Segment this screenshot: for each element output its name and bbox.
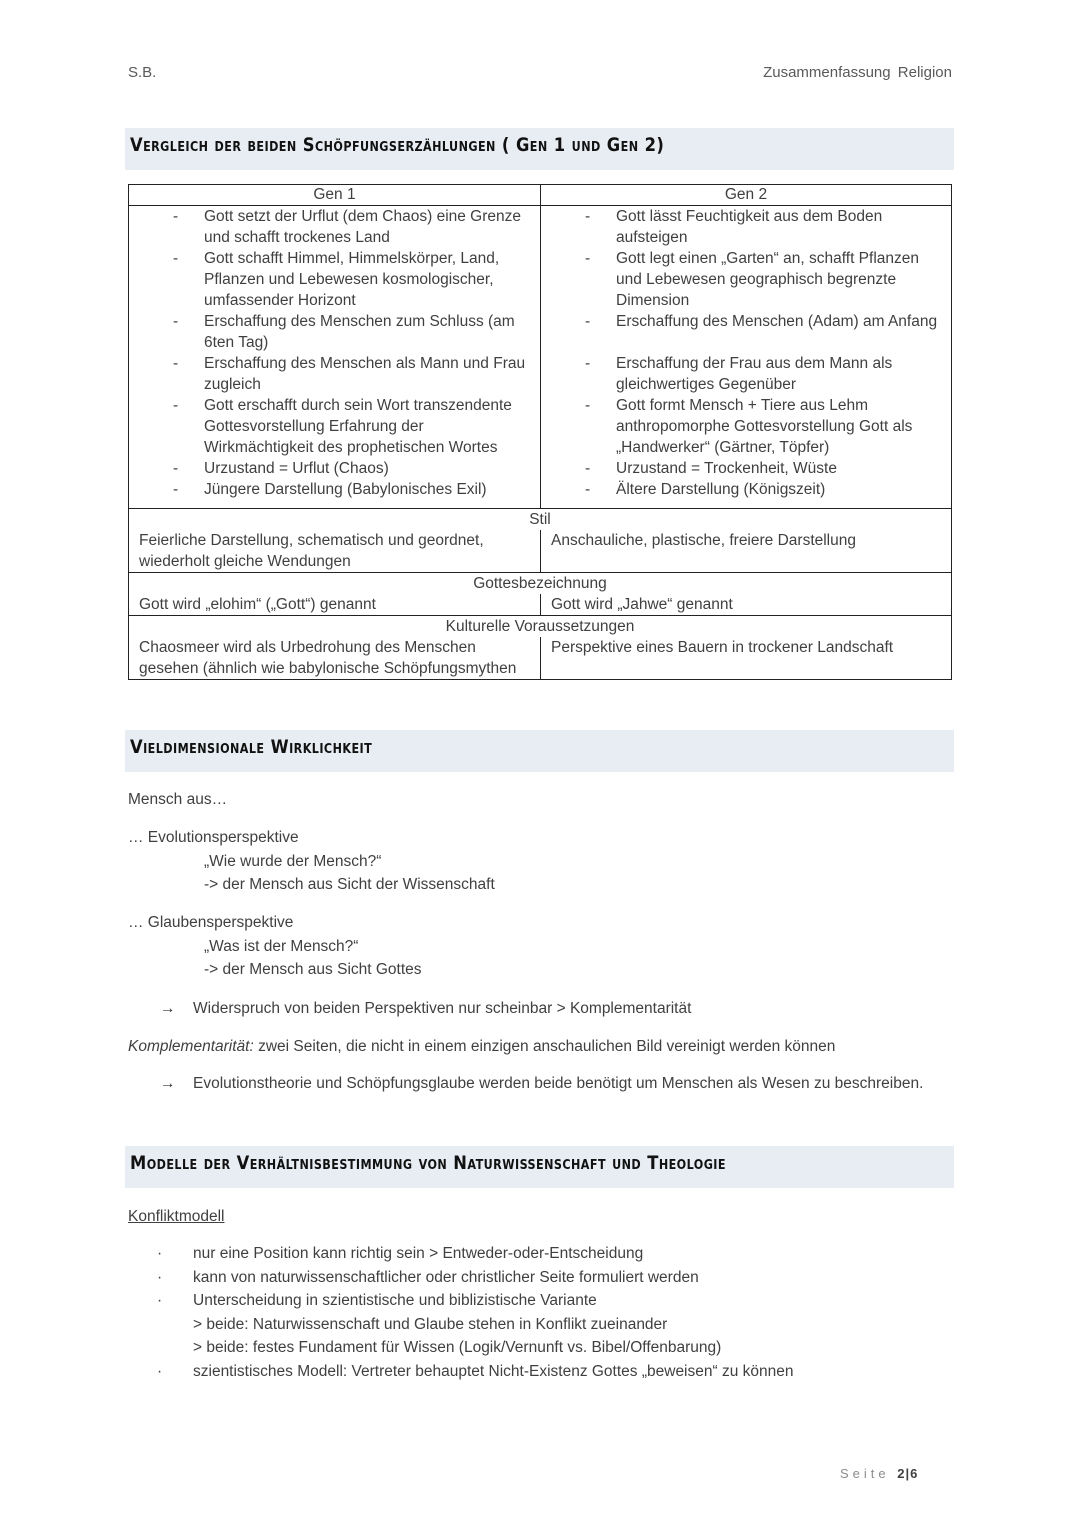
page-current: 2: [897, 1466, 906, 1481]
arrow-icon: →: [160, 1000, 176, 1017]
gen2-list: [551, 206, 941, 500]
arrow-icon: →: [160, 1075, 176, 1092]
section-title: Modelle der Verhältnisbestimmung von Naturwissenschaft und Theologie: [130, 1152, 726, 1174]
subheading-konfliktmodell: Konfliktmodell: [128, 1208, 225, 1225]
document-title: Zusammenfassung Religion: [763, 64, 952, 81]
definition: [128, 1035, 835, 1059]
glaube-block: [128, 911, 422, 982]
bullet-icon: ·: [157, 1362, 163, 1380]
page-label: Seite: [840, 1466, 890, 1481]
section-title: Vieldimensionale Wirklichkeit: [130, 736, 373, 758]
definition-text: zwei Seiten, die nicht in einem einzigen anschaulichen Bild vereinigt werden können: [253, 1038, 836, 1055]
gottesbezeichnung-gen1: Gott wird „elohim“ („Gott“) genannt: [129, 594, 541, 616]
row-label-stil: Stil: [129, 509, 952, 531]
glaube-question: „Was ist der Mensch?“: [204, 937, 359, 955]
list-item: - Gott erschafft durch sein Wort transzendente Gottesvorstellung Erfahrung der Wirkmächtigkeit des prophetischen Wortes: [204, 395, 530, 458]
konflikt-list-wrap: [128, 1242, 794, 1383]
list-item: - Urzustand = Trockenheit, Wüste: [616, 458, 941, 479]
gen1-list: [139, 206, 530, 500]
gottesbezeichnung-gen2: Gott wird „Jahwe“ genannt: [541, 594, 952, 616]
kultur-gen2: Perspektive eines Bauern in trockener Landschaft: [541, 637, 952, 680]
conclusion-text: Evolutionstheorie und Schöpfungsglaube werden beide benötigt um Menschen als Wesen zu beschreiben.: [193, 1075, 924, 1092]
row-label-gottesbezeichnung: Gottesbezeichnung: [129, 573, 952, 595]
evolution-block: [128, 826, 495, 897]
list-item: - Erschaffung des Menschen (Adam) am Anfang: [616, 311, 941, 332]
section-heading-wirklichkeit: [125, 730, 954, 772]
glaube-note: -> der Mensch aus Sicht Gottes: [204, 961, 422, 978]
list-item: · kann von naturwissenschaftlicher oder christlicher Seite formuliert werden: [193, 1266, 794, 1290]
list-item: - Gott legt einen „Garten“ an, schafft Pflanzen und Lebewesen geographisch begrenzte Dimension: [616, 248, 941, 311]
bullet-icon: ·: [157, 1245, 163, 1262]
list-item: · nur eine Position kann richtig sein > Entweder-oder-Entscheidung: [193, 1242, 794, 1266]
intro-text: Mensch aus…: [128, 791, 228, 808]
list-item: - Gott setzt der Urflut (dem Chaos) eine Grenze und schafft trockenes Land: [204, 206, 530, 248]
conclusion-text: Widerspruch von beiden Perspektiven nur scheinbar > Komplementarität: [193, 1000, 692, 1017]
definition-term: Komplementarität:: [128, 1038, 254, 1055]
page-header: [128, 62, 952, 86]
list-item: - Erschaffung des Menschen als Mann und Frau zugleich: [204, 353, 530, 395]
section-title: Vergleich der beiden Schöpfungserzählungen ( Gen 1 und Gen 2): [130, 134, 665, 156]
list-item: · szientistisches Modell: Vertreter behauptet Nicht-Existenz Gottes „beweisen“ zu können: [193, 1360, 794, 1384]
list-item: - Gott schafft Himmel, Himmelskörper, Land, Pflanzen und Lebewesen kosmologischer, umfassender Horizont: [204, 248, 530, 311]
list-spacer: [616, 332, 941, 353]
comparison-table: [128, 184, 952, 680]
glaube-label: … Glaubensperspektive: [128, 914, 294, 931]
evolution-question: „Wie wurde der Mensch?“: [204, 852, 382, 870]
author-initials: S.B.: [128, 64, 157, 81]
list-item: · Unterscheidung in szientistische und biblizistische Variante: [193, 1289, 794, 1313]
column-header-gen2: Gen 2: [541, 185, 952, 206]
section-heading-vergleich: [125, 128, 954, 170]
conclusion-2: [128, 1072, 923, 1096]
list-item: - Jüngere Darstellung (Babylonisches Exil): [204, 479, 530, 500]
stil-gen1: Feierliche Darstellung, schematisch und geordnet, wiederholt gleiche Wendungen: [129, 530, 541, 573]
page-total: 6: [910, 1466, 919, 1481]
page-number: Seite 2|6: [840, 1466, 919, 1481]
bullet-icon: ·: [157, 1268, 163, 1286]
evolution-note: -> der Mensch aus Sicht der Wissenschaft: [204, 876, 495, 893]
row-label-kultur: Kulturelle Voraussetzungen: [129, 616, 952, 638]
bullet-icon: ·: [157, 1292, 163, 1309]
column-header-gen1: Gen 1: [129, 185, 541, 206]
list-item: - Erschaffung des Menschen zum Schluss (am 6ten Tag): [204, 311, 530, 353]
stil-gen2: Anschauliche, plastische, freiere Darstellung: [541, 530, 952, 573]
kultur-gen1: Chaosmeer wird als Urbedrohung des Menschen gesehen (ähnlich wie babylonische Schöpfungsmythen: [129, 637, 541, 680]
list-item: - Gott lässt Feuchtigkeit aus dem Boden aufsteigen: [616, 206, 941, 248]
list-item: - Ältere Darstellung (Königszeit): [616, 479, 941, 500]
list-item: - Gott formt Mensch + Tiere aus Lehm anthropomorphe Gottesvorstellung Gott als „Handwerker“ (Gärtner, Töpfer): [616, 395, 941, 458]
konflikt-list: [128, 1242, 794, 1383]
section-heading-modelle: [125, 1146, 954, 1188]
gen1-list-cell: [129, 206, 541, 509]
list-item: - Urzustand = Urflut (Chaos): [204, 458, 530, 479]
list-subline: > beide: Naturwissenschaft und Glaube stehen in Konflikt zueinander: [193, 1315, 668, 1333]
list-item: - Erschaffung der Frau aus dem Mann als gleichwertiges Gegenüber: [616, 353, 941, 395]
conclusion-1: [128, 997, 691, 1021]
evolution-label: … Evolutionsperspektive: [128, 829, 299, 846]
gen2-list-cell: [541, 206, 952, 509]
list-subline: > beide: festes Fundament für Wissen (Logik/Vernunft vs. Bibel/Offenbarung): [193, 1339, 722, 1356]
